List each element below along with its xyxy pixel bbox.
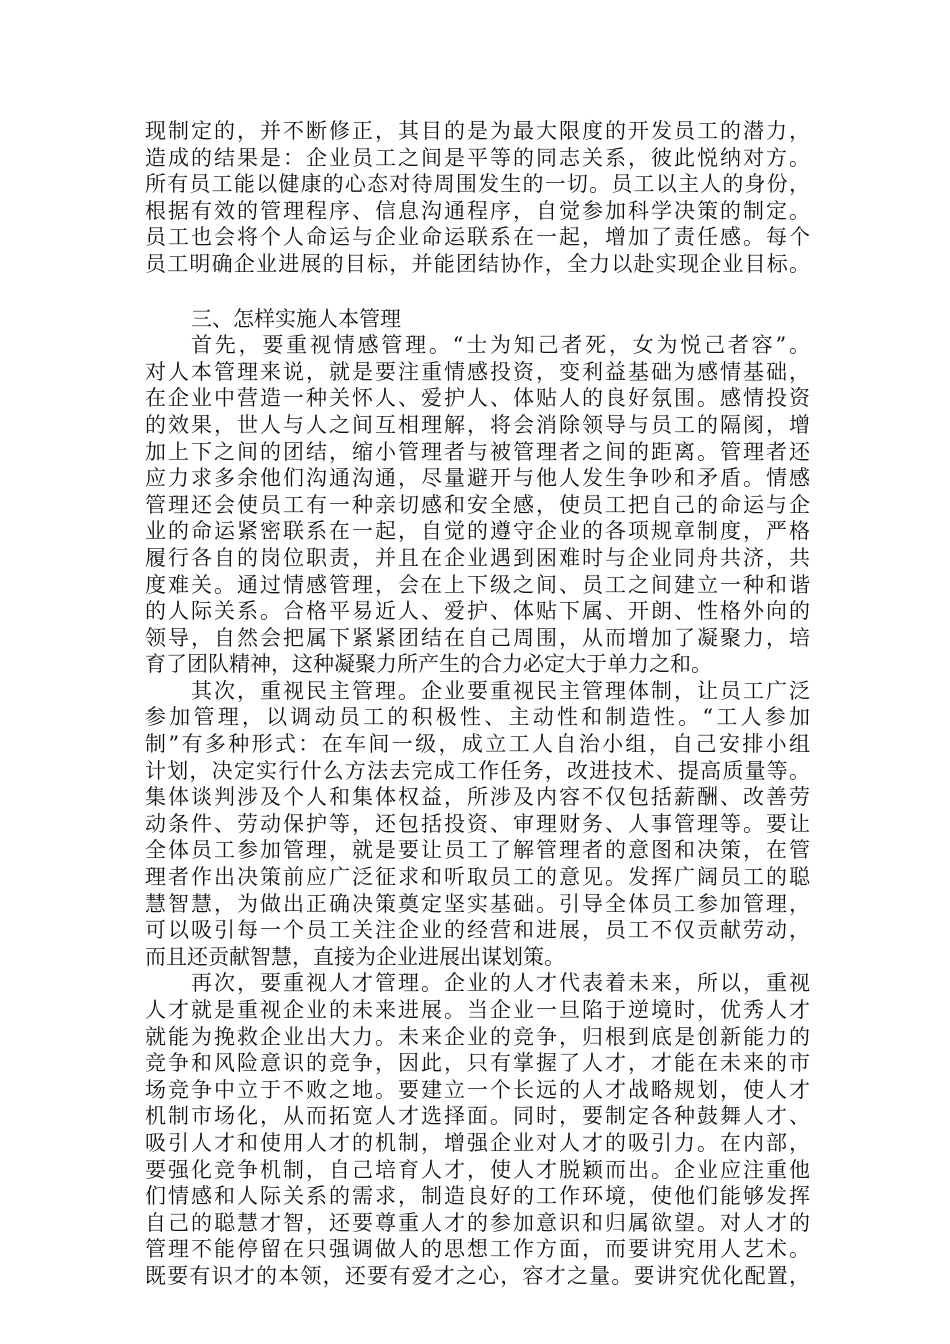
text-line: 慧智慧，为做出正确决策奠定坚实基础。引导全体员工参加管理， xyxy=(145,891,810,916)
text-line: 履行各自的岗位职责，并且在企业遇到困难时与企业同舟共济，共 xyxy=(145,545,810,570)
text-line: 人才就是重视企业的未来进展。当企业一旦陷于逆境时，优秀人才 xyxy=(145,998,810,1022)
text-line: 领导，自然会把属下紧紧团结在自己周围，从而增加了凝聚力，培 xyxy=(145,625,810,650)
text-line: 而且还贡献智慧，直接为企业进展出谋划策。 xyxy=(145,944,565,969)
text-line: 全体员工参加管理，就是要让员工了解管理者的意图和决策，在管 xyxy=(145,838,810,863)
text-line: 管理不能停留在只强调做人的思想工作方面，而要讲究用人艺术。 xyxy=(145,1237,810,1262)
paragraph-emotional-management xyxy=(145,332,810,678)
text-line: 竞争和风险意识的竞争，因此，只有掌握了人才，才能在未来的市 xyxy=(145,1051,810,1076)
text-line: 动条件、劳动保护等，还包括投资、审理财务、人事管理等。要让 xyxy=(145,811,810,836)
text-line: 可以吸引每一个员工关注企业的经营和进展，员工不仅贡献劳动， xyxy=(145,918,810,943)
text-line: 的人际关系。合格平易近人、爱护、体贴下属、开朗、性格外向的 xyxy=(145,599,810,624)
text-line: 造成的结果是：企业员工之间是平等的同志关系，彼此悦纳对方。 xyxy=(145,145,810,170)
text-line: 其次，重视民主管理。企业要重视民主管理体制，让员工广泛 xyxy=(191,678,810,703)
document-page xyxy=(145,118,810,1290)
text-line: 现制定的，并不断修正，其目的是为最大限度的开发员工的潜力， xyxy=(145,119,810,143)
text-line: 场竞争中立于不败之地。要建立一个长远的人才战略规划，使人才 xyxy=(145,1077,810,1102)
text-line: 在企业中营造一种关怀人、爱护人、体贴人的良好氛围。感情投资 xyxy=(145,386,810,411)
text-line: 业的命运紧密联系在一起，自觉的遵守企业的各项规章制度，严格 xyxy=(145,519,810,544)
text-line: 计划，决定实行什么方法去完成工作任务，改进技术、提高质量等。 xyxy=(145,758,810,783)
section-heading: 三、怎样实施人本管理 xyxy=(191,306,401,331)
text-line: 机制市场化，从而拓宽人才选择面。同时，要制定各种鼓舞人才、 xyxy=(145,1104,810,1129)
text-line: 育了团队精神，这种凝聚力所产生的合力必定大于单力之和。 xyxy=(145,652,712,677)
text-line: 的效果，世人与人之间互相理解，将会消除领导与员工的隔阂，增 xyxy=(145,412,810,437)
text-line: 理者作出决策前应广泛征求和听取员工的意见。发挥广阔员工的聪 xyxy=(145,865,810,890)
text-line: 们情感和人际关系的需求，制造良好的工作环境，使他们能够发挥 xyxy=(145,1184,810,1209)
paragraph-gap xyxy=(145,278,810,306)
text-line: 根据有效的管理程序、信息沟通程序，自觉参加科学决策的制定。 xyxy=(145,198,810,223)
paragraph-talent-management xyxy=(145,970,810,1289)
paragraph-democratic-management xyxy=(145,678,810,971)
text-line: 首先，要重视情感管理。“士为知己者死，女为悦己者容”。 xyxy=(191,333,810,358)
text-line: 吸引人才和使用人才的机制，增强企业对人才的吸引力。在内部， xyxy=(145,1130,810,1155)
text-line: 管理还会使员工有一种亲切感和安全感，使员工把自己的命运与企 xyxy=(145,492,810,517)
text-line: 员工明确企业进展的目标，并能团结协作，全力以赴实现企业目标。 xyxy=(145,251,810,276)
text-line: 自己的聪慧才智，还要尊重人才的参加意识和归属欲望。对人才的 xyxy=(145,1210,810,1235)
text-line: 应力求多余他们沟通沟通，尽量避开与他人发生争吵和矛盾。情感 xyxy=(145,466,810,491)
paragraph-intro xyxy=(145,118,810,278)
text-line: 既要有识才的本领，还要有爱才之心，容才之量。要讲究优化配置， xyxy=(145,1263,810,1288)
text-line: 就能为挽救企业出大力。未来企业的竞争，归根到底是创新能力的 xyxy=(145,1024,810,1049)
text-line: 所有员工能以健康的心态对待周围发生的一切。员工以主人的身份， xyxy=(145,172,810,197)
text-line: 度难关。通过情感管理，会在上下级之间、员工之间建立一种和谐 xyxy=(145,572,810,597)
text-line: 加上下之间的团结，缩小管理者与被管理者之间的距离。管理者还 xyxy=(145,439,810,464)
text-line: 参加管理，以调动员工的积极性、主动性和制造性。“工人参加 xyxy=(145,705,810,730)
text-line: 要强化竞争机制，自己培育人才，使人才脱颖而出。企业应注重他 xyxy=(145,1157,810,1182)
text-line: 员工也会将个人命运与企业命运联系在一起，增加了责任感。每个 xyxy=(145,225,810,250)
text-line: 再次，要重视人才管理。企业的人才代表着未来，所以，重视 xyxy=(191,971,810,996)
text-line: 集体谈判涉及个人和集体权益，所涉及内容不仅包括薪酬、改善劳 xyxy=(145,785,810,810)
text-line: 对人本管理来说，就是要注重情感投资，变利益基础为感情基础， xyxy=(145,359,810,384)
text-line: 制”有多种形式：在车间一级，成立工人自治小组，自己安排小组 xyxy=(145,732,810,757)
